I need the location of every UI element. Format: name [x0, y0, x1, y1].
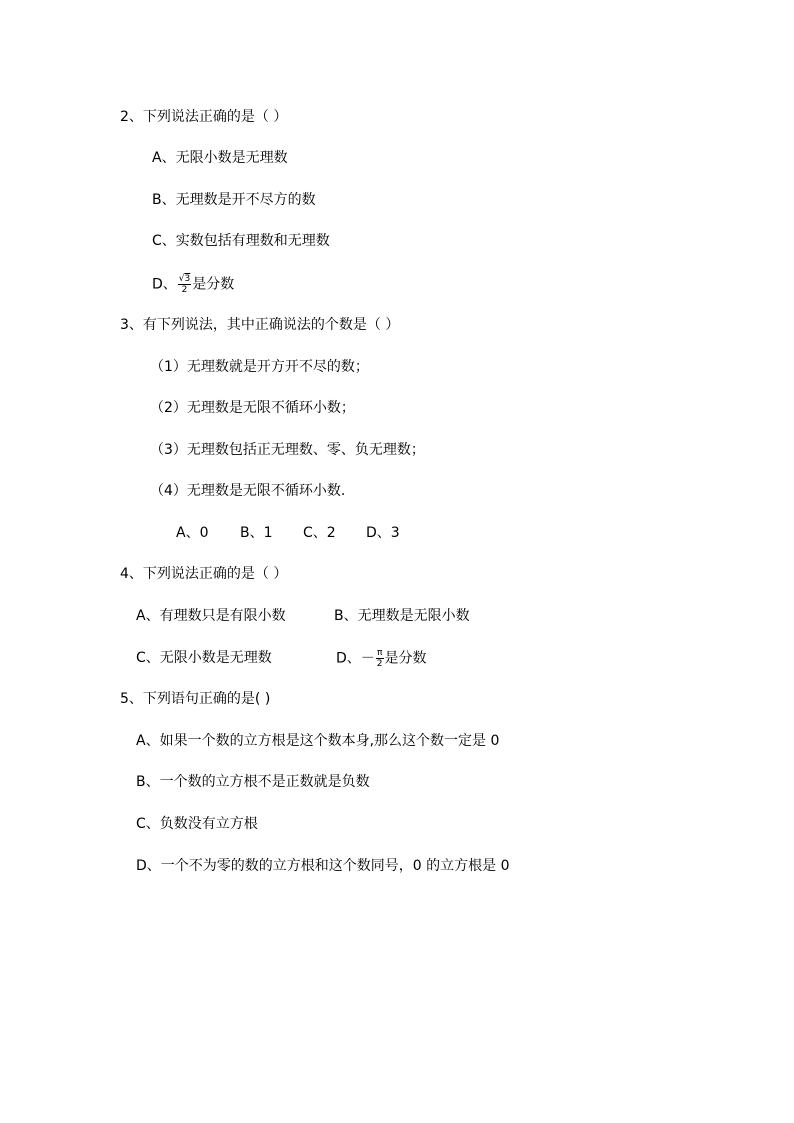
sqrt-radicand: 3 [184, 274, 191, 284]
q5-option-d: D、一个不为零的数的立方根和这个数同号，0 的立方根是 0 [136, 858, 510, 874]
q2-option-c: C、实数包括有理数和无理数 [152, 233, 330, 249]
q4-option-d [336, 648, 427, 668]
q2-option-d-prefix: D、 [152, 276, 177, 293]
q4-option-d-suffix: 是分数 [384, 650, 427, 667]
q4-option-c: C、无限小数是无理数 [136, 650, 272, 666]
fraction-denominator: 2 [376, 659, 383, 669]
fraction-numerator: π [376, 648, 383, 658]
q3-option-d: D、3 [366, 525, 400, 541]
q2-option-b: B、无理数是开不尽方的数 [152, 192, 316, 208]
q4-stem: 4、下列说法正确的是（ ） [120, 566, 288, 582]
pi-over-2-fraction [376, 648, 384, 669]
q2-option-d [152, 274, 234, 294]
q3-option-a: A、0 [176, 525, 209, 541]
fraction-numerator [178, 274, 191, 285]
q5-stem: 5、下列语句正确的是( ) [120, 691, 271, 707]
q3-statement-3: （3）无理数包括正无理数、零、负无理数； [150, 442, 425, 458]
q2-option-a: A、无限小数是无理数 [152, 150, 288, 166]
q3-statement-4: （4）无理数是无限不循环小数. [150, 483, 346, 499]
q3-stem: 3、有下列说法，其中正确说法的个数是（ ） [120, 317, 400, 333]
q5-option-c: C、负数没有立方根 [136, 816, 258, 832]
q3-statement-1: （1）无理数就是开方开不尽的数； [150, 359, 369, 375]
q4-option-d-prefix: D、－ [336, 650, 375, 667]
q2-stem: 2、下列说法正确的是（ ） [120, 109, 288, 125]
q2-option-d-suffix: 是分数 [192, 276, 235, 293]
q5-option-a: A、如果一个数的立方根是这个数本身,那么这个数一定是 0 [136, 733, 500, 749]
q3-statement-2: （2）无理数是无限不循环小数； [150, 400, 355, 416]
q4-option-b: B、无理数是无限小数 [334, 608, 470, 624]
fraction-denominator: 2 [181, 285, 188, 295]
q3-option-c: C、2 [303, 525, 336, 541]
q5-option-b: B、一个数的立方根不是正数就是负数 [136, 774, 370, 790]
sqrt3-over-2-fraction [178, 274, 191, 295]
sqrt-symbol: √ [178, 274, 185, 284]
q3-option-b: B、1 [240, 525, 273, 541]
q4-option-a: A、有理数只是有限小数 [136, 608, 286, 624]
